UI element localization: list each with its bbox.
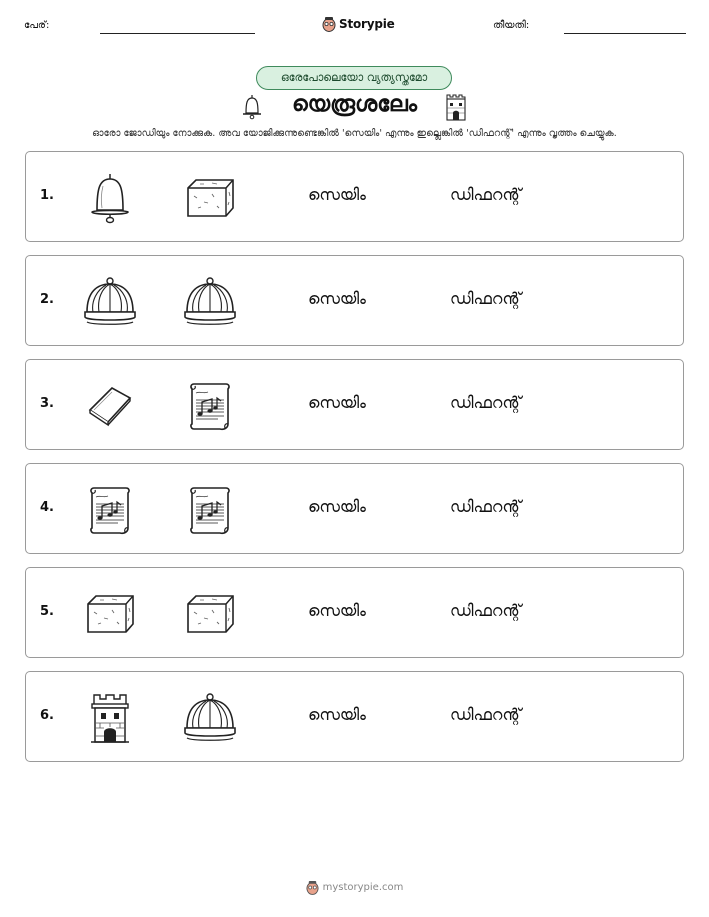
page-title: യെരൂശലേം <box>291 92 418 117</box>
different-option[interactable]: ഡിഫറന്റ് <box>450 497 522 516</box>
footer <box>0 880 709 895</box>
tower-icon <box>444 93 468 121</box>
book-icon <box>82 378 138 434</box>
brand-name: Storypie <box>339 17 395 31</box>
question-number: 6. <box>40 708 54 723</box>
different-option[interactable]: ഡിഫറന്റ് <box>450 705 522 724</box>
activity-badge: ഒരേപോലെയോ വ്യത്യസ്തമോ <box>256 66 452 90</box>
music-scroll-icon <box>182 482 238 538</box>
dome-icon <box>182 690 238 746</box>
same-option[interactable]: സെയിം <box>308 393 366 412</box>
dome-icon <box>82 274 138 330</box>
date-line[interactable] <box>564 33 686 34</box>
title-row <box>0 92 709 122</box>
footer-site[interactable]: mystorypie.com <box>322 882 404 893</box>
different-option[interactable]: ഡിഫറന്റ് <box>450 393 522 412</box>
stone-block-icon <box>82 586 138 642</box>
question-row <box>25 151 684 242</box>
same-option[interactable]: സെയിം <box>308 705 366 724</box>
instructions: ഓരോ ജോഡിയും നോക്കുക. അവ യോജിക്കുന്നുണ്ടെങ്കിൽ 'സെയിം' എന്നും ഇല്ലെങ്കിൽ 'ഡിഫറന്റ്' എന്നും വൃത്തം ചെയ്യുക. <box>92 128 617 139</box>
question-number: 2. <box>40 292 54 307</box>
same-option[interactable]: സെയിം <box>308 601 366 620</box>
question-row <box>25 359 684 450</box>
different-option[interactable]: ഡിഫറന്റ് <box>450 185 522 204</box>
music-scroll-icon <box>82 482 138 538</box>
name-line[interactable] <box>100 33 255 34</box>
different-option[interactable]: ഡിഫറന്റ് <box>450 601 522 620</box>
question-number: 5. <box>40 604 54 619</box>
question-number: 3. <box>40 396 54 411</box>
same-option[interactable]: സെയിം <box>308 289 366 308</box>
same-option[interactable]: സെയിം <box>308 497 366 516</box>
question-row <box>25 255 684 346</box>
different-option[interactable]: ഡിഫറന്റ് <box>450 289 522 308</box>
question-row <box>25 567 684 658</box>
question-row <box>25 463 684 554</box>
storypie-mascot-icon <box>306 880 319 895</box>
question-number: 1. <box>40 188 54 203</box>
dome-icon <box>182 274 238 330</box>
tower-icon <box>82 690 138 746</box>
date-label: തീയതി: <box>493 20 530 31</box>
brand-logo <box>322 16 395 32</box>
question-row <box>25 671 684 762</box>
storypie-mascot-icon <box>322 16 336 32</box>
music-scroll-icon <box>182 378 238 434</box>
name-label: പേര്: <box>24 20 50 31</box>
stone-block-icon <box>182 586 238 642</box>
worksheet-header <box>0 16 709 40</box>
stone-block-icon <box>182 170 238 226</box>
same-option[interactable]: സെയിം <box>308 185 366 204</box>
question-number: 4. <box>40 500 54 515</box>
bell-icon <box>82 170 138 226</box>
